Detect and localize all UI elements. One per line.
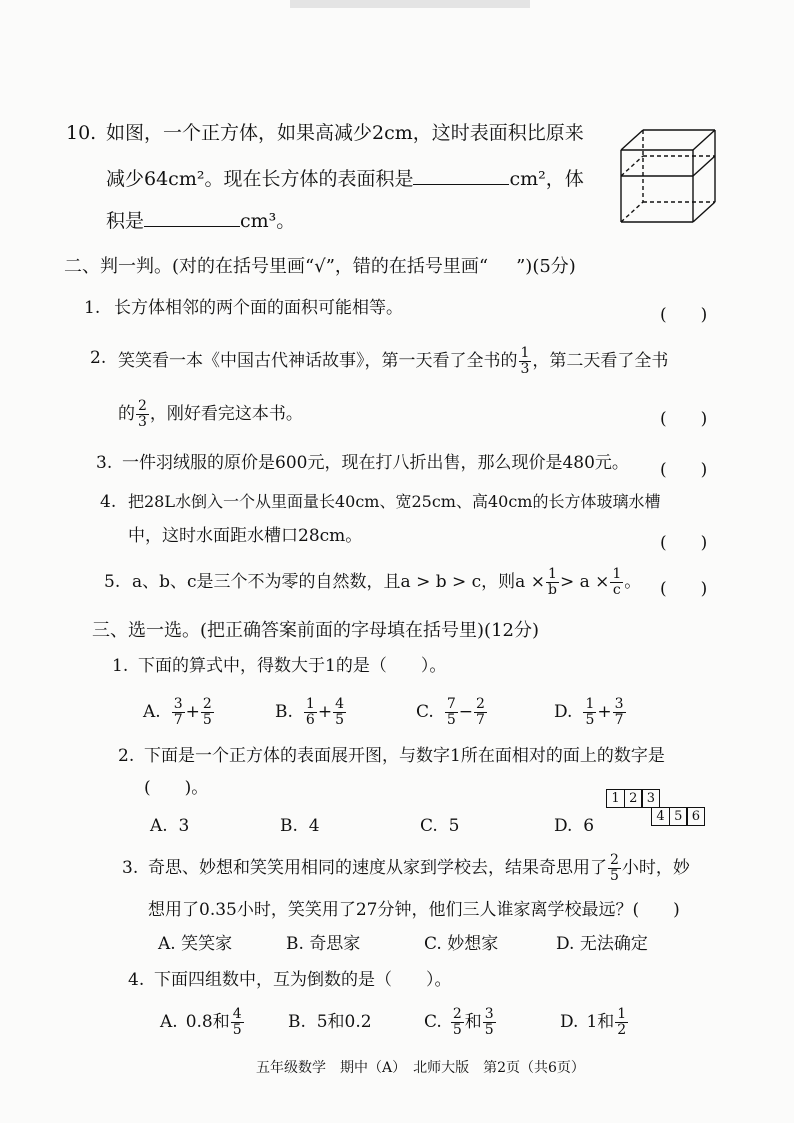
choice-4-number: 4. [128,970,145,990]
judge-2-paren[interactable]: ( ) [660,409,708,429]
judge-3-number: 3. [96,453,113,473]
section2-title: 二、判一判。(对的在括号里画“√”，错的在括号里画“ ”)(5分) [64,256,576,277]
judge-1-number: 1. [84,298,101,318]
page-footer: 五年级数学 期中（A） 北师大版 第2页（共6页） [256,1060,585,1076]
fraction: $\frac{1}{b}$ [547,565,557,598]
net-cell: 4 [651,807,670,826]
choice-2-paren[interactable]: ( )。 [144,778,209,798]
scan-smudge [290,0,530,8]
choice-2-option-d[interactable]: D. 6 [554,816,595,836]
net-cell: 1 [606,789,625,808]
fraction: $\frac{4}{5}$ [232,1005,242,1038]
fraction: $\frac{7}{5}$ [446,695,456,728]
choice-3-option-d[interactable]: D. 无法确定 [556,934,648,954]
fraction: $\frac{2}{5}$ [202,695,212,728]
judge-5-number: 5. [104,572,121,592]
q10-blank-volume[interactable] [144,226,240,227]
choice-1-option-b[interactable]: B. $\frac{1}{6}$ + $\frac{4}{5}$ [275,695,344,728]
judge-4-number: 4. [100,492,117,512]
choice-1-option-c[interactable]: C. $\frac{7}{5}$ − $\frac{2}{7}$ [416,695,485,728]
judge-1-text: 长方体相邻的两个面的面积可能相等。 [114,298,403,318]
judge-2-number: 2. [90,348,107,368]
net-cell: 3 [641,789,660,808]
q10-number: 10. [66,122,97,144]
judge-2-line2: 的 $\frac{2}{3}$ ，刚好看完这本书。 [118,397,303,430]
section3-title: 三、选一选。(把正确答案前面的字母填在括号里)(12分) [92,620,539,641]
choice-1-option-a[interactable]: A. $\frac{3}{7}$ + $\frac{2}{5}$ [143,695,212,728]
q10-line1: 如图，一个正方体，如果高减少2cm，这时表面积比原来 [106,122,584,144]
choice-1-option-d[interactable]: D. $\frac{1}{5}$ + $\frac{3}{7}$ [554,695,624,728]
net-cell: 6 [686,807,705,826]
choice-3-option-b[interactable]: B. 奇思家 [286,934,361,954]
judge-3-text: 一件羽绒服的原价是600元，现在打八折出售，那么现价是480元。 [122,453,629,473]
fraction: $\frac{1}{6}$ [305,695,315,728]
judge-5-text: a、b、c是三个不为零的自然数，且a > b > c，则a × $\frac{1}{b}$ > a × $\frac{1}{c}$ 。 [132,565,642,598]
choice-1-number: 1. [112,656,129,676]
choice-3-line2: 想用了0.35小时，笑笑用了27分钟，他们三人谁家离学校最远？( ) [148,900,680,920]
choice-4-option-c[interactable]: C. $\frac{2}{5}$ 和 $\frac{3}{5}$ [424,1005,494,1038]
fraction: $\frac{2}{7}$ [475,695,485,728]
fraction: $\frac{3}{7}$ [614,695,624,728]
choice-2-option-a[interactable]: A. 3 [150,816,190,836]
judge-2-line1: 笑笑看一本《中国古代神话故事》，第一天看了全书的 $\frac{1}{3}$ ，第二天看了全书 [118,344,669,377]
cube-net [606,789,704,826]
fraction: $\frac{2}{5}$ [452,1005,462,1038]
judge-3-paren[interactable]: ( ) [660,460,708,480]
choice-3-line1: 奇思、妙想和笑笑用相同的速度从家到学校去，结果奇思用了 $\frac{2}{5}$ 小时，妙 [148,851,690,884]
choice-3-option-a[interactable]: A. 笑笑家 [158,934,233,954]
fraction: $\frac{2}{5}$ [610,851,619,884]
judge-5-paren[interactable]: ( ) [660,579,708,599]
fraction: $\frac{1}{5}$ [585,695,595,728]
choice-2-text: 下面是一个正方体的表面展开图，与数字1所在面相对的面上的数字是 [144,746,665,766]
fraction: $\frac{1}{c}$ [612,565,622,598]
choice-4-text: 下面四组数中，互为倒数的是（ ）。 [154,970,452,990]
fraction: $\frac{3}{5}$ [484,1005,494,1038]
fraction: $\frac{1}{2}$ [617,1005,627,1038]
judge-4-line2: 中，这时水面距水槽口28cm。 [128,526,363,546]
q10-blank-area[interactable] [413,184,509,185]
q10-line3: 积是 cm³。 [106,210,296,232]
fraction: $\frac{1}{3}$ [520,344,530,377]
choice-1-text: 下面的算式中，得数大于1的是（ ）。 [138,656,447,676]
choice-3-option-c[interactable]: C. 妙想家 [424,934,499,954]
judge-1-paren[interactable]: ( ) [660,305,708,325]
net-cell: 5 [669,807,688,826]
q10-line2: 减少64cm²。现在长方体的表面积是 cm²，体 [106,168,584,190]
judge-4-line1: 把28L水倒入一个从里面量长40cm、宽25cm、高40cm的长方体玻璃水槽 [128,492,661,511]
choice-4-option-b[interactable]: B. 5和0.2 [288,1012,372,1032]
choice-2-option-b[interactable]: B. 4 [280,816,320,836]
net-cell: 2 [624,789,643,808]
choice-4-option-a[interactable]: A. 0.8和 $\frac{4}{5}$ [160,1005,242,1038]
cube-figure [615,124,721,230]
fraction: $\frac{4}{5}$ [335,695,344,728]
choice-3-number: 3. [122,858,139,878]
fraction: $\frac{3}{7}$ [173,695,183,728]
choice-2-option-c[interactable]: C. 5 [420,816,460,836]
judge-4-paren[interactable]: ( ) [660,533,708,553]
fraction: $\frac{2}{3}$ [138,397,147,430]
choice-4-option-d[interactable]: D. 1和 $\frac{1}{2}$ [560,1005,627,1038]
choice-2-number: 2. [118,746,135,766]
